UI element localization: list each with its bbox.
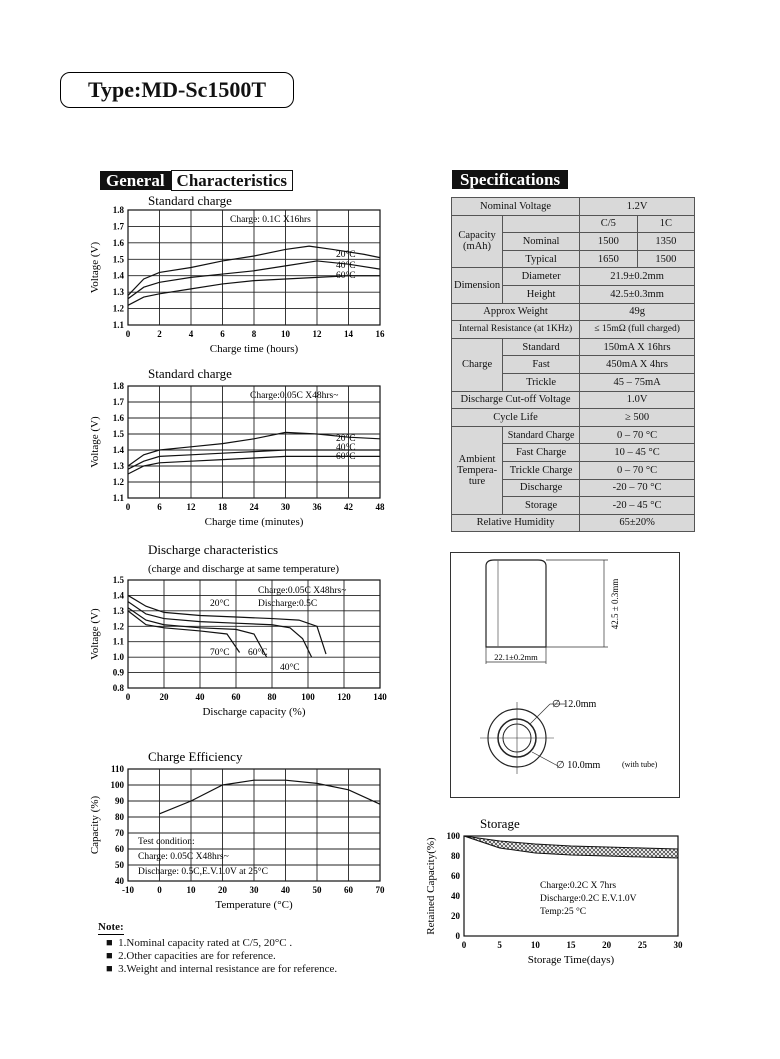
series-label: 70°C	[210, 648, 230, 658]
series-label: 20°C	[210, 599, 230, 609]
x-axis-label: Charge time (hours)	[209, 343, 299, 355]
x-tick-label: 16	[375, 329, 385, 339]
y-axis-label: Voltage (V)	[89, 416, 101, 468]
inner-diameter-label: ∅ 10.0mm	[556, 760, 601, 771]
y-tick-label: 110	[110, 764, 124, 774]
x-tick-label: 14	[344, 329, 353, 339]
x-tick-label: 0	[157, 885, 162, 895]
y-tick-label: 1.4	[112, 590, 124, 601]
y-axis-label: Retained Capacity(%)	[425, 837, 437, 935]
x-tick-label: 12	[186, 502, 196, 512]
dimension-drawing	[450, 552, 680, 798]
spec-value: 21.9±0.2mm	[580, 268, 695, 286]
spec-label: Capacity (mAh)	[452, 215, 503, 268]
y-tick-label: 1.2	[112, 303, 124, 314]
battery-side-view	[486, 560, 546, 647]
x-tick-label: 100	[301, 692, 315, 702]
x-tick-label: 40	[281, 885, 290, 895]
x-tick-label: 0	[125, 502, 131, 512]
spec-label: Fast Charge	[503, 444, 580, 462]
note-item: ■ 3.Weight and internal resistance are for reference.	[106, 963, 338, 975]
spec-row	[452, 426, 695, 444]
x-tick-label: 30	[249, 885, 259, 895]
x-tick-label: -10	[122, 885, 134, 895]
x-tick-label: 40	[195, 692, 205, 702]
y-tick-label: 20	[451, 911, 460, 921]
series-label: 20°C	[336, 250, 356, 260]
note-title: Note:	[98, 921, 124, 933]
y-tick-label: 1.4	[112, 445, 124, 455]
chart-annotation: Charge:0.05C X48hrs~	[258, 586, 347, 596]
x-tick-label: 5	[497, 940, 502, 950]
y-tick-label: 0	[455, 931, 460, 941]
y-tick-label: 1.7	[112, 397, 124, 407]
spec-label: Diameter	[503, 268, 580, 286]
y-tick-label: 1.5	[112, 575, 124, 585]
tube-note: (with tube)	[622, 760, 658, 769]
y-tick-label: 80	[115, 812, 124, 822]
spec-label: Internal Resistance (at 1KHz)	[452, 321, 580, 339]
y-tick-label: 1.1	[112, 493, 124, 503]
general-characteristics-header	[100, 170, 293, 192]
series-label: 60°C	[248, 648, 268, 658]
y-tick-label: 1.4	[112, 270, 124, 281]
spec-value: 1500	[637, 250, 695, 268]
spec-label: Nominal	[503, 233, 580, 251]
y-axis-label: Voltage (V)	[89, 241, 101, 294]
series-label: 40°C	[336, 261, 356, 271]
chart-annotation: Discharge:0.5C	[258, 599, 318, 609]
x-tick-label: 10	[530, 940, 540, 950]
spec-label: Discharge Cut-off Voltage	[452, 391, 580, 409]
spec-label: Discharge	[503, 479, 580, 497]
spec-value: 150mA X 16hrs	[580, 338, 695, 356]
x-tick-label: 30	[673, 940, 683, 950]
x-tick-label: 12	[312, 329, 322, 339]
y-tick-label: 1.1	[112, 636, 124, 647]
chart-annotation: Test condition:	[138, 837, 195, 847]
y-axis-label: Voltage (V)	[89, 608, 101, 660]
specifications-title: Specifications	[452, 170, 568, 189]
x-tick-label: 42	[344, 502, 353, 512]
y-tick-label: 1.2	[112, 621, 124, 632]
x-tick-label: 50	[312, 885, 322, 895]
notes	[98, 921, 337, 976]
x-tick-label: 0	[461, 940, 467, 950]
width-dimension-label: 22.1±0.2mm	[494, 652, 538, 662]
y-tick-label: 1.0	[112, 652, 124, 663]
spec-label: Trickle Charge	[503, 461, 580, 479]
spec-value: 42.5±0.3mm	[580, 285, 695, 303]
spec-label: Standard	[503, 338, 580, 356]
series-label: 60°C	[336, 271, 356, 281]
spec-row	[452, 215, 695, 233]
spec-row	[452, 409, 695, 427]
note-item: ■ 2.Other capacities are for reference.	[106, 950, 276, 962]
chart-title: Standard charge	[148, 366, 232, 381]
spec-value: 49g	[580, 303, 695, 321]
x-tick-label: 30	[281, 502, 290, 512]
x-tick-label: 10	[186, 885, 196, 895]
chart-annotation: Discharge: 0.5C,E.V.1.0V at 25°C	[138, 867, 268, 877]
x-tick-label: 140	[373, 692, 387, 702]
spec-value: 0 – 70 °C	[580, 426, 695, 444]
chart-standard-charge-minutes	[80, 362, 420, 530]
x-axis-label: Temperature (°C)	[215, 899, 293, 910]
chart-title: Discharge characteristics	[148, 542, 279, 557]
spec-row	[452, 338, 695, 356]
y-tick-label: 1.8	[112, 381, 124, 391]
spec-value: -20 – 45 °C	[580, 497, 695, 515]
spec-label: Cycle Life	[452, 409, 580, 427]
spec-row	[452, 514, 695, 532]
x-tick-label: 0	[125, 329, 131, 339]
chart-title: Charge Efficiency	[148, 749, 243, 764]
spec-label: Fast	[503, 356, 580, 374]
x-tick-label: 60	[344, 885, 353, 895]
spec-value: 45 – 75mA	[580, 373, 695, 391]
height-dimension-label: 42.5 ± 0.3mm	[610, 578, 620, 630]
spec-value: ≤ 15mΩ (full charged)	[580, 321, 695, 339]
spec-value: 1650	[580, 250, 638, 268]
chart-charge-efficiency	[80, 745, 420, 910]
y-tick-label: 40	[115, 876, 124, 886]
chart-subtitle: (charge and discharge at same temperature)	[148, 563, 340, 575]
x-tick-label: 15	[566, 940, 576, 950]
x-tick-label: 48	[375, 502, 385, 512]
y-tick-label: 1.8	[112, 205, 124, 215]
general-header-light: Characteristics	[171, 170, 293, 191]
spec-header: 1C	[637, 215, 695, 233]
chart-title: Standard charge	[148, 193, 232, 208]
x-tick-label: 36	[312, 502, 322, 512]
spec-value: 450mA X 4hrs	[580, 356, 695, 374]
y-tick-label: 80	[451, 851, 460, 861]
spec-row	[452, 198, 695, 216]
y-tick-label: 1.3	[112, 461, 124, 471]
x-tick-label: 24	[249, 502, 259, 512]
x-tick-label: 20	[602, 940, 612, 950]
x-tick-label: 70	[375, 885, 385, 895]
spec-value: 1.0V	[580, 391, 695, 409]
note-item: ■ 1.Nominal capacity rated at C/5, 20°C .	[106, 937, 293, 949]
general-header-dark: General	[100, 171, 171, 190]
y-tick-label: 60	[115, 844, 124, 854]
spec-value: ≥ 500	[580, 409, 695, 427]
x-tick-label: 2	[157, 329, 162, 339]
y-tick-label: 1.6	[112, 413, 124, 423]
x-tick-label: 10	[281, 329, 290, 339]
y-tick-label: 1.5	[112, 429, 124, 439]
y-tick-label: 0.8	[112, 683, 124, 693]
spec-label: Relative Humidity	[452, 514, 580, 532]
spec-label: Height	[503, 285, 580, 303]
chart-title: Storage	[480, 816, 520, 831]
specifications-header	[452, 169, 568, 191]
series-label: 60°C	[336, 452, 356, 462]
spec-label: Trickle	[503, 373, 580, 391]
y-tick-label: 0.9	[112, 667, 124, 678]
spec-value: 1350	[637, 233, 695, 251]
x-tick-label: 4	[188, 329, 194, 339]
spec-value: 1500	[580, 233, 638, 251]
x-tick-label: 0	[125, 692, 131, 702]
note-text: 1.Nominal capacity rated at C/5, 20°C .	[118, 937, 293, 949]
series-label: 20°C	[336, 434, 356, 444]
note-text: 2.Other capacities are for reference.	[118, 950, 276, 962]
x-tick-label: 8	[251, 329, 257, 339]
spec-value: 10 – 45 °C	[580, 444, 695, 462]
spec-value: 65±20%	[580, 514, 695, 532]
y-tick-label: 100	[446, 831, 460, 841]
x-axis-label: Storage Time(days)	[527, 954, 615, 966]
x-tick-label: 80	[267, 692, 277, 702]
y-tick-label: 50	[115, 860, 124, 870]
spec-header: C/5	[580, 215, 638, 233]
x-tick-label: 20	[159, 692, 169, 702]
y-tick-label: 1.3	[112, 287, 124, 298]
spec-value: 0 – 70 °C	[580, 461, 695, 479]
note-text: 3.Weight and internal resistance are for reference.	[118, 963, 338, 975]
spec-label: Storage	[503, 497, 580, 515]
x-tick-label: 6	[157, 502, 162, 512]
y-tick-label: 1.7	[112, 221, 124, 232]
y-tick-label: 100	[110, 780, 124, 790]
spec-value: -20 – 70 °C	[580, 479, 695, 497]
chart-annotation: Discharge:0.2C E.V.1.0V	[540, 894, 637, 904]
outer-diameter-label: ∅ 12.0mm	[552, 699, 597, 710]
chart-annotation: Charge: 0.1C X16hrs	[230, 215, 311, 225]
y-tick-label: 90	[115, 796, 124, 806]
y-tick-label: 1.1	[112, 320, 124, 330]
chart-annotation: Charge: 0.05C X48hrs~	[138, 852, 229, 862]
y-tick-label: 1.5	[112, 254, 124, 265]
spec-label: Nominal Voltage	[452, 198, 580, 216]
x-tick-label: 60	[231, 692, 241, 702]
x-tick-label: 6	[220, 329, 225, 339]
series-label: 40°C	[336, 443, 356, 453]
chart-discharge-characteristics	[80, 538, 420, 720]
specifications-table	[451, 197, 695, 532]
spec-label: Standard Charge	[503, 426, 580, 444]
x-tick-label: 120	[337, 692, 351, 702]
y-tick-label: 60	[451, 871, 460, 881]
y-tick-label: 40	[451, 891, 460, 901]
spec-label: Dimension	[452, 268, 503, 303]
chart-storage	[420, 812, 695, 982]
spec-row	[452, 268, 695, 286]
spec-label: Approx Weight	[452, 303, 580, 321]
chart-annotation: Charge:0.2C X 7hrs	[540, 881, 617, 891]
chart-standard-charge-hours	[80, 190, 420, 355]
y-tick-label: 70	[115, 828, 124, 838]
spec-value: 1.2V	[580, 198, 695, 216]
spec-label: Ambient Tempera- ture	[452, 426, 503, 514]
x-axis-label: Charge time (minutes)	[204, 516, 304, 528]
y-tick-label: 1.3	[112, 605, 124, 616]
spec-row	[452, 303, 695, 321]
x-tick-label: 25	[637, 940, 647, 950]
y-tick-label: 1.6	[112, 237, 124, 248]
x-axis-label: Discharge capacity (%)	[202, 706, 306, 718]
chart-annotation: Temp:25 °C	[540, 907, 587, 917]
type-label: Type:MD-Sc1500T	[60, 72, 294, 108]
x-tick-label: 20	[218, 885, 227, 895]
y-tick-label: 1.2	[112, 477, 124, 487]
spec-row	[452, 321, 695, 339]
series-label: 40°C	[280, 663, 300, 673]
chart-annotation: Charge:0.05C X48hrs~	[250, 391, 339, 401]
spec-label: Charge	[452, 338, 503, 391]
spec-label: Typical	[503, 250, 580, 268]
x-tick-label: 18	[218, 502, 227, 512]
spec-row	[452, 391, 695, 409]
y-axis-label: Capacity (%)	[89, 795, 101, 855]
